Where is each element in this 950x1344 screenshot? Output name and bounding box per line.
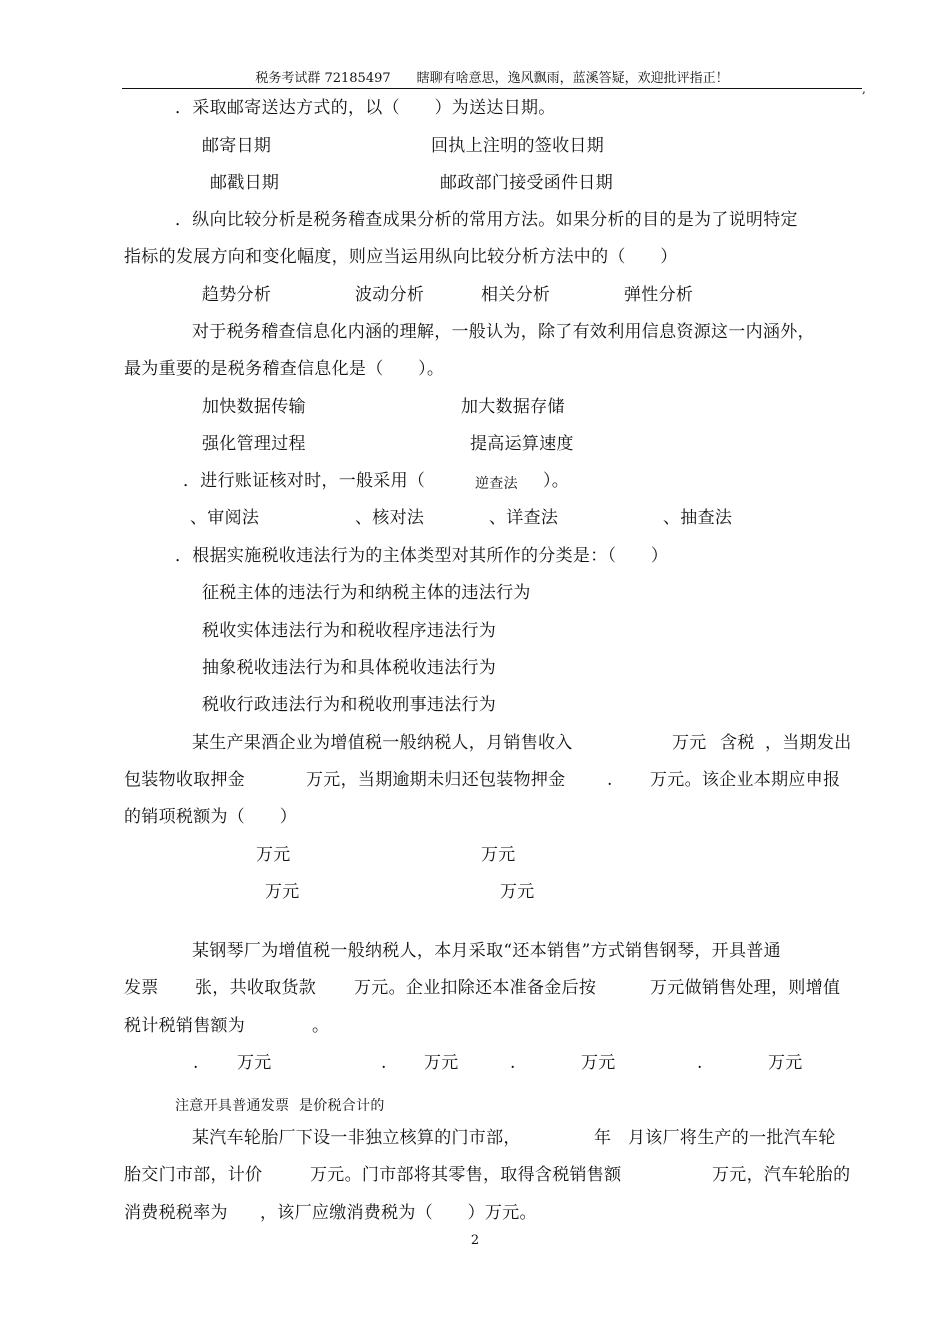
text-line: 相关分析 bbox=[481, 285, 551, 305]
text-line: ．采取邮寄送达方式的，以（ ）为送达日期。 bbox=[175, 98, 556, 118]
text-line: ．纵向比较分析是税务稽查成果分析的常用方法。如果分析的目的是为了说明特定 bbox=[175, 210, 798, 230]
text-line: . bbox=[510, 1053, 516, 1073]
text-line: 抽象税收违法行为和具体税收违法行为 bbox=[202, 658, 497, 678]
text-line: 邮戳日期 bbox=[210, 173, 280, 193]
text-line: 、审阅法 bbox=[190, 508, 260, 528]
text-line: . bbox=[607, 770, 613, 790]
text-line: 含税 bbox=[720, 733, 755, 753]
text-line: 万元，当期逾期未归还包装物押金 bbox=[306, 770, 566, 790]
text-line: 邮寄日期 bbox=[202, 136, 272, 156]
text-line: 万元 bbox=[237, 1053, 272, 1073]
text-line: 、核对法 bbox=[355, 508, 425, 528]
page-header: 税务考试群 72185497 瞎聊有啥意思，逸风飘雨，蓝溪答疑，欢迎批评指正！ bbox=[255, 71, 729, 86]
text-line: 某钢琴厂为增值税一般纳税人，本月采取“还本销售”方式销售钢琴，开具普通 bbox=[192, 941, 781, 961]
text-line: 弹性分析 bbox=[624, 285, 694, 305]
text-line: ．进行账证核对时，一般采用（ bbox=[183, 471, 426, 491]
text-line: 万元 bbox=[481, 845, 516, 865]
header-mark: , bbox=[862, 82, 866, 96]
text-line: 税计税销售额为 bbox=[124, 1016, 246, 1036]
text-line: 税收实体违法行为和税收程序违法行为 bbox=[202, 621, 497, 641]
page-number: 2 bbox=[470, 1233, 480, 1248]
text-line: . bbox=[697, 1053, 703, 1073]
text-line: 万元。门市部将其零售，取得含税销售额 bbox=[310, 1165, 622, 1185]
text-line: 征税主体的违法行为和纳税主体的违法行为 bbox=[202, 583, 531, 603]
text-line: 万元 bbox=[581, 1053, 616, 1073]
text-line: 提高运算速度 bbox=[470, 434, 574, 454]
text-line: 月该厂将生产的一批汽车轮 bbox=[628, 1128, 836, 1148]
text-line: 回执上注明的签收日期 bbox=[431, 136, 604, 156]
text-line: 万元做销售处理，则增值 bbox=[650, 978, 841, 998]
text-line: 万元。该企业本期应申报 bbox=[650, 770, 841, 790]
text-line: 指标的发展方向和变化幅度，则应当运用纵向比较分析方法中的（ ） bbox=[124, 247, 678, 267]
text-line: 加大数据存储 bbox=[461, 397, 565, 417]
text-line: 注意开具普通发票 是价税合计的 bbox=[175, 1098, 385, 1114]
text-line: . bbox=[193, 1053, 199, 1073]
text-line: 张，共收取货款 bbox=[195, 978, 317, 998]
text-line: 万元 bbox=[500, 882, 535, 902]
header-rule bbox=[122, 88, 862, 89]
text-line: 万元，汽车轮胎的 bbox=[712, 1165, 851, 1185]
text-line: ，该厂应缴消费税为（ ）万元。 bbox=[260, 1203, 537, 1223]
text-line: . bbox=[381, 1053, 387, 1073]
text-line: 发票 bbox=[124, 978, 159, 998]
text-line: 最为重要的是税务稽查信息化是（ ）。 bbox=[124, 359, 445, 379]
text-line: 某生产果酒企业为增值税一般纳税人，月销售收入 bbox=[192, 733, 573, 753]
text-line: 税收行政违法行为和税收刑事违法行为 bbox=[202, 695, 497, 715]
text-line: 加快数据传输 bbox=[202, 397, 306, 417]
text-line: 万元 bbox=[768, 1053, 803, 1073]
text-line: 、详查法 bbox=[489, 508, 559, 528]
text-line: 、抽查法 bbox=[663, 508, 733, 528]
text-line: 邮政部门接受函件日期 bbox=[440, 173, 613, 193]
text-line: 年 bbox=[594, 1128, 612, 1148]
text-line: 万元 bbox=[256, 845, 291, 865]
text-line: 包装物收取押金 bbox=[124, 770, 246, 790]
text-line: ）。 bbox=[543, 471, 570, 491]
text-line: 。 bbox=[312, 1016, 330, 1036]
text-line: ．根据实施税收违法行为的主体类型对其所作的分类是：（ ） bbox=[175, 546, 669, 566]
text-line: 对于税务稽查信息化内涵的理解，一般认为，除了有效利用信息资源这一内涵外， bbox=[192, 322, 815, 342]
text-line: 万元 bbox=[265, 882, 300, 902]
text-line: 的销项税额为（ ） bbox=[124, 807, 297, 827]
text-line: ，当期发出 bbox=[765, 733, 852, 753]
text-line: 万元 bbox=[424, 1053, 459, 1073]
text-line: 胎交门市部，计价 bbox=[124, 1165, 263, 1185]
text-line: 逆查法 bbox=[475, 476, 518, 492]
text-line: 趋势分析 bbox=[202, 285, 272, 305]
text-line: 万元 bbox=[672, 733, 707, 753]
text-line: 消费税税率为 bbox=[124, 1203, 228, 1223]
text-line: 强化管理过程 bbox=[202, 434, 306, 454]
text-line: 某汽车轮胎厂下设一非独立核算的门市部， bbox=[192, 1128, 521, 1148]
text-line: 波动分析 bbox=[355, 285, 425, 305]
text-line: 万元。企业扣除还本准备金后按 bbox=[354, 978, 597, 998]
